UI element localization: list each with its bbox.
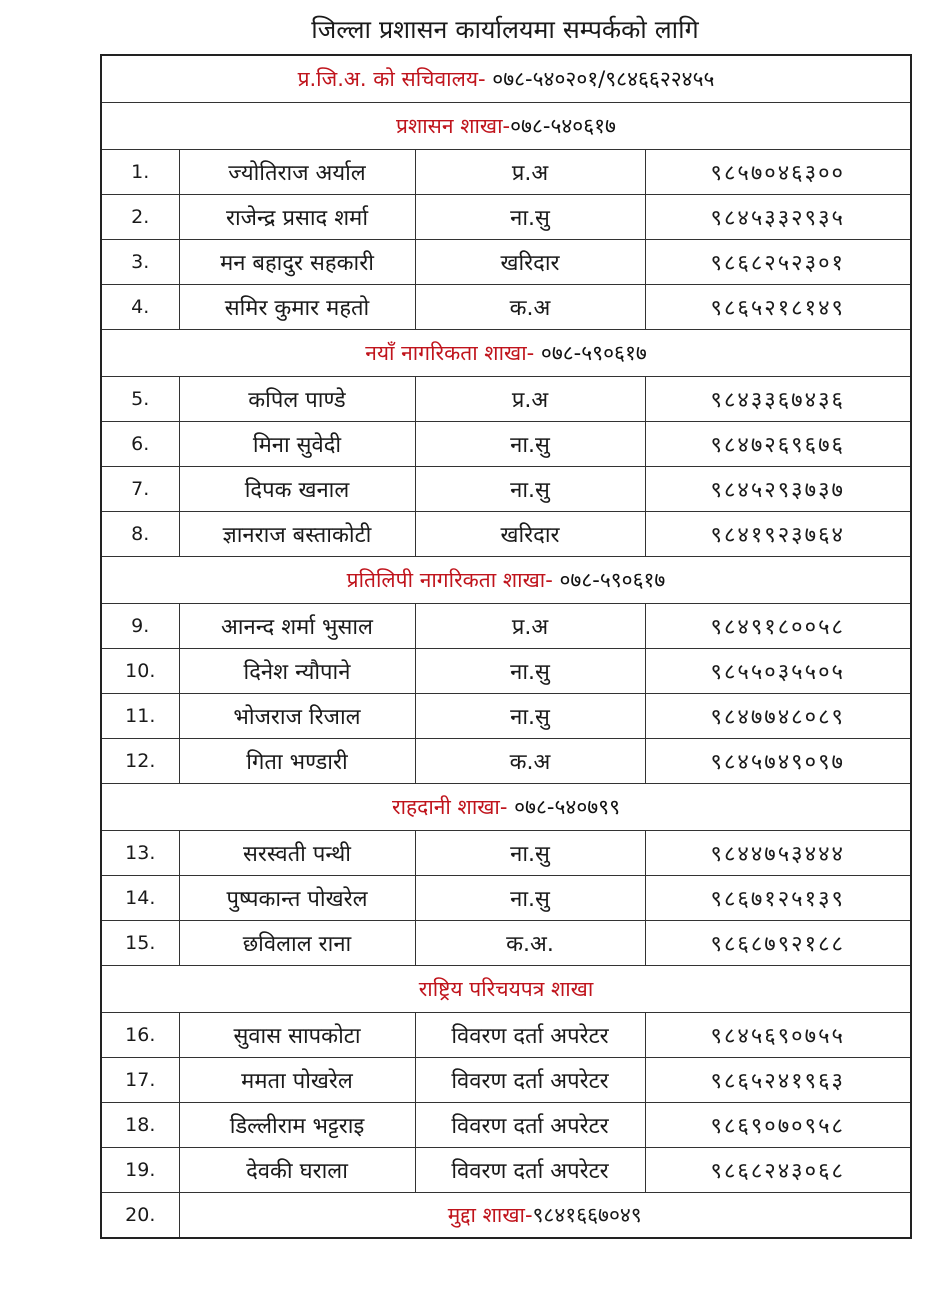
staff-post: ना.सु: [415, 422, 645, 467]
staff-post: विवरण दर्ता अपरेटर: [415, 1103, 645, 1148]
staff-phone: ९८६५२४१९६३: [645, 1058, 911, 1103]
staff-phone: ९८६७१२५१३९: [645, 876, 911, 921]
staff-name: ज्योतिराज अर्याल: [179, 150, 415, 195]
table-row: [101, 150, 911, 195]
section-name: राहदानी शाखा-: [392, 795, 508, 819]
staff-name: समिर कुमार महतो: [179, 285, 415, 330]
staff-name: पुष्पकान्त पोखरेल: [179, 876, 415, 921]
staff-name: सरस्वती पन्थी: [179, 831, 415, 876]
page-title: जिल्ला प्रशासन कार्यालयमा सम्पर्कको लागि: [311, 15, 699, 44]
table-row: [101, 739, 911, 784]
section-name: राष्ट्रिय परिचयपत्र शाखा: [418, 977, 594, 1001]
table-row: [101, 1148, 911, 1193]
row-number: 9.: [101, 604, 179, 649]
row-number: 16.: [101, 1013, 179, 1058]
section-header: [101, 784, 911, 831]
row-number: 17.: [101, 1058, 179, 1103]
table-row: [101, 240, 911, 285]
staff-phone: ९८४५६९०७५५: [645, 1013, 911, 1058]
staff-name: मन बहादुर सहकारी: [179, 240, 415, 285]
table-row: [101, 876, 911, 921]
row-number: 12.: [101, 739, 179, 784]
staff-post: ना.सु: [415, 694, 645, 739]
staff-post: प्र.अ: [415, 150, 645, 195]
table-row: [101, 604, 911, 649]
staff-phone: ९८४१९२३७६४: [645, 512, 911, 557]
table-row: [101, 377, 911, 422]
row-number: 13.: [101, 831, 179, 876]
row-number: 6.: [101, 422, 179, 467]
row-number: 11.: [101, 694, 179, 739]
row-number: 19.: [101, 1148, 179, 1193]
staff-phone: ९८४९१८००५८: [645, 604, 911, 649]
staff-post: ना.सु: [415, 831, 645, 876]
staff-phone: ९८४७७४८०८९: [645, 694, 911, 739]
cdo-office-label: प्र.जि.अ. को सचिवालय-: [297, 67, 486, 91]
cdo-office-row: [101, 55, 911, 103]
staff-phone: ९८४५२९३७३७: [645, 467, 911, 512]
table-row: [101, 195, 911, 240]
staff-post: खरिदार: [415, 512, 645, 557]
staff-name: आनन्द शर्मा भुसाल: [179, 604, 415, 649]
section-header: [101, 330, 911, 377]
table-row: [101, 467, 911, 512]
staff-name: ममता पोखरेल: [179, 1058, 415, 1103]
section-header: [101, 966, 911, 1013]
staff-name: कपिल पाण्डे: [179, 377, 415, 422]
section-phone: ०७८-५९०६१७: [540, 341, 647, 365]
staff-post: खरिदार: [415, 240, 645, 285]
section-name: प्रशासन शाखा-: [396, 114, 511, 138]
staff-post: क.अ: [415, 285, 645, 330]
section-phone: ०७८-५९०६१७: [559, 568, 666, 592]
row-number: 2.: [101, 195, 179, 240]
staff-post: विवरण दर्ता अपरेटर: [415, 1148, 645, 1193]
staff-phone: ९८६८७९२१८८: [645, 921, 911, 966]
staff-phone: ९८५७०४६३००: [645, 150, 911, 195]
staff-post: प्र.अ: [415, 377, 645, 422]
section-header: [101, 557, 911, 604]
staff-name: भोजराज रिजाल: [179, 694, 415, 739]
staff-phone: ९८५५०३५५०५: [645, 649, 911, 694]
staff-post: प्र.अ: [415, 604, 645, 649]
staff-phone: ९८६८२४३०६८: [645, 1148, 911, 1193]
section-phone: ०७८-५४०६१७: [510, 114, 616, 138]
table-row: [101, 1058, 911, 1103]
table-row: [101, 831, 911, 876]
row-number: 1.: [101, 150, 179, 195]
staff-phone: ९८६८२५२३०१: [645, 240, 911, 285]
section-name: प्रतिलिपी नागरिकता शाखा-: [346, 568, 553, 592]
staff-name: दिनेश न्यौपाने: [179, 649, 415, 694]
row-number: 18.: [101, 1103, 179, 1148]
staff-post: विवरण दर्ता अपरेटर: [415, 1058, 645, 1103]
staff-name: गिता भण्डारी: [179, 739, 415, 784]
table-row: [101, 1013, 911, 1058]
table-row: [101, 921, 911, 966]
table-row: [101, 1103, 911, 1148]
row-number: 20.: [101, 1193, 179, 1239]
staff-post: क.अ.: [415, 921, 645, 966]
contact-table: [100, 54, 912, 1239]
staff-phone: ९८४३३६७४३६: [645, 377, 911, 422]
staff-post: ना.सु: [415, 876, 645, 921]
row-number: 3.: [101, 240, 179, 285]
staff-phone: ९८४७२६९६७६: [645, 422, 911, 467]
staff-name: सुवास सापकोटा: [179, 1013, 415, 1058]
staff-name: ज्ञानराज बस्ताकोटी: [179, 512, 415, 557]
section-name: नयाँ नागरिकता शाखा-: [365, 341, 535, 365]
court-section-cell: [179, 1193, 911, 1239]
staff-phone: ९८४४७५३४४४: [645, 831, 911, 876]
cdo-office-phone: ०७८-५४०२०१/९८४६६२२४५५: [492, 67, 715, 91]
staff-post: ना.सु: [415, 195, 645, 240]
section-header: [101, 103, 911, 150]
court-section-phone: ९८४१६६७०४९: [532, 1203, 642, 1227]
court-section-label: मुद्दा शाखा-: [447, 1203, 533, 1227]
staff-phone: ९८६९०७०९५८: [645, 1103, 911, 1148]
table-row: [101, 285, 911, 330]
table-row: [101, 694, 911, 739]
row-number: 8.: [101, 512, 179, 557]
staff-name: देवकी घराला: [179, 1148, 415, 1193]
staff-name: छविलाल राना: [179, 921, 415, 966]
staff-phone: ९८४५७४९०९७: [645, 739, 911, 784]
staff-post: ना.सु: [415, 467, 645, 512]
staff-phone: ९८६५२१८१४९: [645, 285, 911, 330]
row-number: 5.: [101, 377, 179, 422]
table-row: [101, 422, 911, 467]
staff-name: दिपक खनाल: [179, 467, 415, 512]
row-number: 4.: [101, 285, 179, 330]
staff-name: डिल्लीराम भट्टराइ: [179, 1103, 415, 1148]
staff-post: ना.सु: [415, 649, 645, 694]
table-row: [101, 649, 911, 694]
row-number: 7.: [101, 467, 179, 512]
cdo-office-cell: [101, 55, 911, 103]
staff-post: क.अ: [415, 739, 645, 784]
staff-name: राजेन्द्र प्रसाद शर्मा: [179, 195, 415, 240]
section-phone: ०७८-५४०७९९: [514, 795, 620, 819]
staff-phone: ९८४५३३२९३५: [645, 195, 911, 240]
row-number: 10.: [101, 649, 179, 694]
staff-name: मिना सुवेदी: [179, 422, 415, 467]
table-row: [101, 512, 911, 557]
court-section-row: [101, 1193, 911, 1239]
row-number: 15.: [101, 921, 179, 966]
staff-post: विवरण दर्ता अपरेटर: [415, 1013, 645, 1058]
row-number: 14.: [101, 876, 179, 921]
contact-sheet: [100, 54, 910, 1239]
